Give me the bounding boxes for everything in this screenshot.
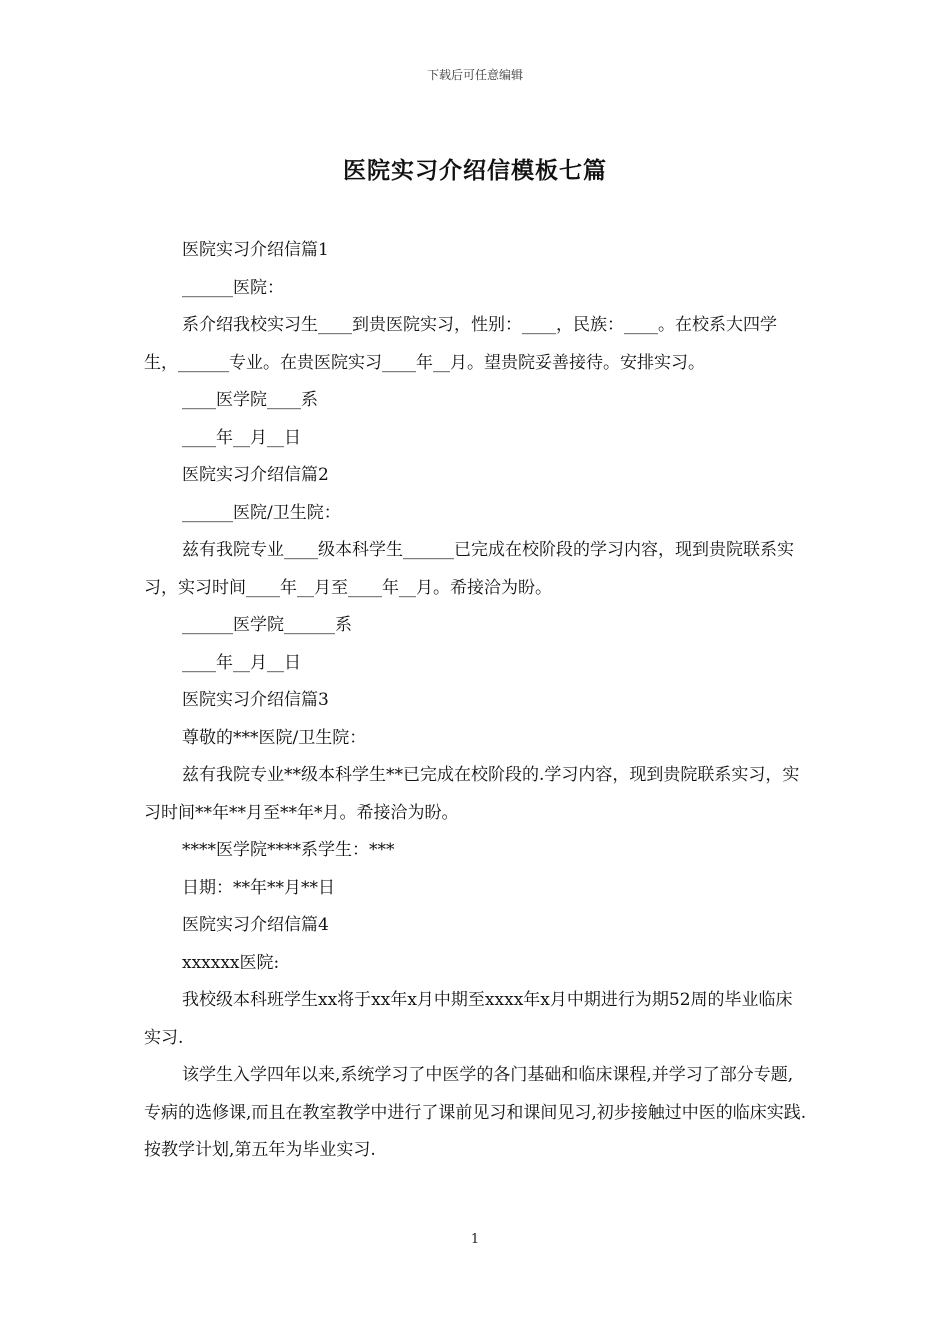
date-line: 日期：**年**月**日: [182, 877, 335, 898]
section-heading-3: 医院实习介绍信篇3: [182, 690, 329, 710]
section-heading-1: 医院实习介绍信篇1: [182, 240, 329, 260]
date-line: ____年__月__日: [182, 427, 301, 448]
date-line: ____年__月__日: [182, 652, 301, 673]
body-paragraph: 我校级本科班学生xx将于xx年x月中期至xxxx年x月中期进行为期52周的毕业临床实习.: [144, 990, 793, 1048]
body-paragraph: 兹有我院专业____级本科学生______已完成在校阶段的学习内容，现到贵院联系实习，实习时间____年__月至____年__月。希接洽为盼。: [144, 540, 794, 598]
signature-line: ______医学院______系: [182, 615, 352, 635]
signature-line: ____医学院____系: [182, 390, 318, 410]
body-paragraph: 兹有我院专业**级本科学生**已完成在校阶段的.学习内容，现到贵院联系实习，实习时间**年**月至**年*月。希接洽为盼。: [144, 765, 800, 823]
body-paragraph: 该学生入学四年以来,系统学习了中医学的各门基础和临床课程,并学习了部分专题,专病的选修课,而且在教室教学中进行了课前见习和课间见习,初步接触过中医的临床实践.按教学计划,第五年为毕业实习.: [144, 1065, 807, 1160]
body-paragraph: 系介绍我校实习生____到贵医院实习，性别：____，民族：____。在校系大四学生，______专业。在贵医院实习____年__月。望贵院妥善接待。安排实习。: [144, 315, 777, 373]
salutation: ______医院/卫生院：: [182, 502, 341, 523]
salutation: xxxxxx医院:: [182, 952, 280, 973]
salutation: ______医院：: [182, 277, 284, 298]
page-header: 下载后可任意编辑: [426, 68, 523, 82]
section-heading-2: 医院实习介绍信篇2: [182, 465, 329, 485]
section-heading-4: 医院实习介绍信篇4: [182, 915, 329, 935]
salutation: 尊敬的***医院/卫生院：: [182, 727, 367, 748]
document-body: [144, 232, 808, 1170]
document-title: 医院实习介绍信模板七篇: [343, 157, 607, 184]
page-number: 1: [470, 1232, 480, 1247]
signature-line: ****医学院****系学生：***: [182, 840, 395, 860]
